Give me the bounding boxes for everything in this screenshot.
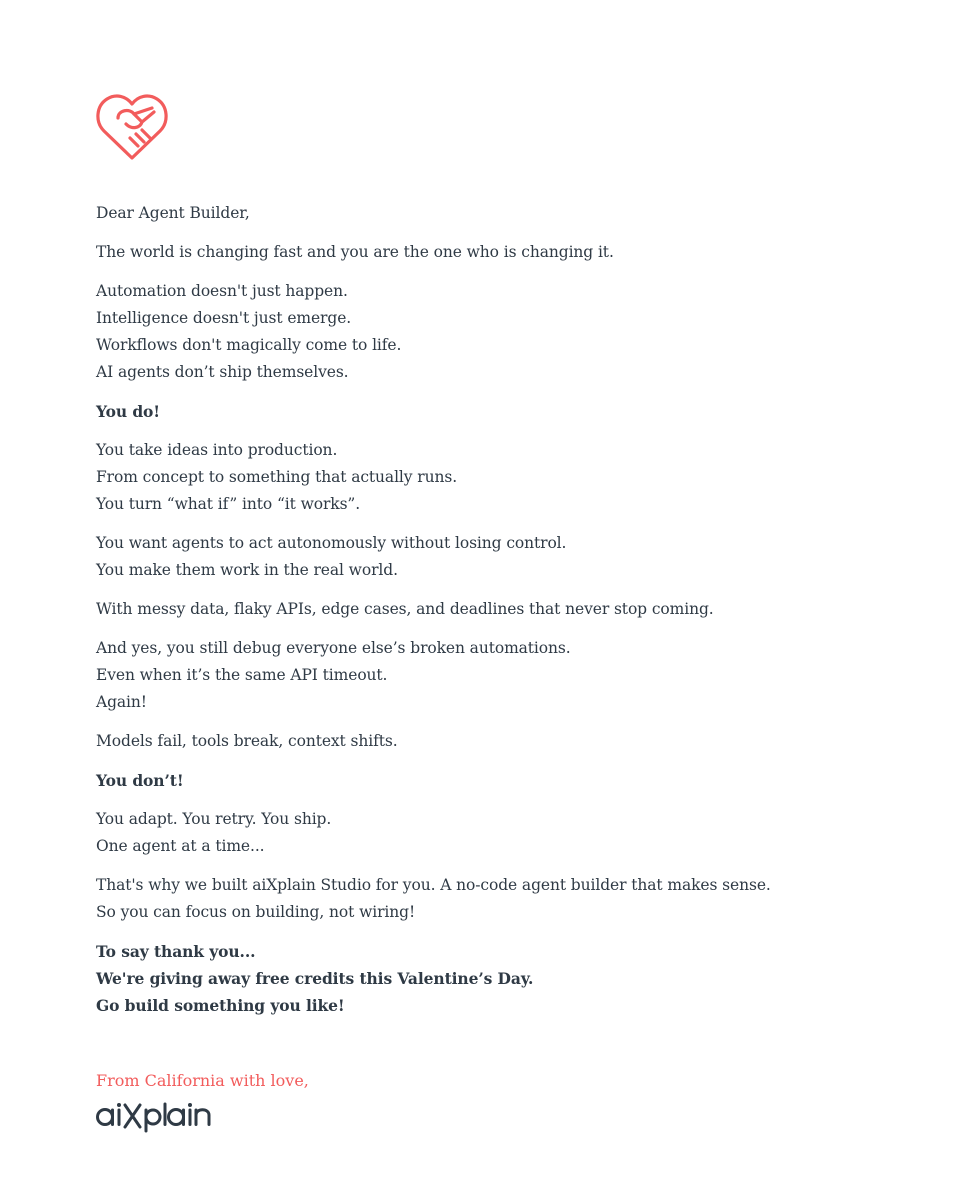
letter-line: Intelligence doesn't just emerge. [96, 309, 352, 327]
letter-paragraph [96, 239, 896, 266]
letter-paragraph [96, 437, 896, 518]
letter-paragraph [96, 635, 896, 716]
letter-line: One agent at a time... [96, 837, 265, 855]
letter-line: You adapt. You retry. You ship. [96, 810, 332, 828]
letter-paragraph [96, 278, 896, 386]
letter-line: Models fail, tools break, context shifts. [96, 732, 398, 750]
letter-line: With messy data, flaky APIs, edge cases, and deadlines that never stop coming. [96, 600, 714, 618]
letter-paragraph [96, 530, 896, 584]
signoff: From California with love, [96, 1071, 309, 1090]
letter-line: Again! [96, 693, 147, 711]
letter-line: You take ideas into production. [96, 441, 338, 459]
letter-line: That's why we built aiXplain Studio for you. A no-code agent builder that makes sense. [96, 876, 771, 894]
letter-line: We're giving away free credits this Valentine’s Day. [96, 969, 534, 988]
aixplain-logo [96, 1097, 216, 1137]
letter-line: Automation doesn't just happen. [96, 282, 348, 300]
letter-line: AI agents don’t ship themselves. [96, 363, 349, 381]
letter-line: To say thank you... [96, 942, 256, 961]
letter-paragraph [96, 767, 896, 794]
letter-line: You turn “what if” into “it works”. [96, 495, 361, 513]
salutation [96, 200, 896, 227]
salutation-line: Dear Agent Builder, [96, 204, 250, 222]
letter-line: The world is changing fast and you are the one who is changing it. [96, 243, 614, 261]
letter-paragraph [96, 938, 896, 1019]
letter-paragraph [96, 596, 896, 623]
letter-line: You don’t! [96, 771, 184, 790]
letter-paragraph [96, 398, 896, 425]
heart-handshake-icon [96, 94, 168, 162]
letter-line: You want agents to act autonomously without losing control. [96, 534, 567, 552]
letter-line: You make them work in the real world. [96, 561, 398, 579]
letter-line: Workflows don't magically come to life. [96, 336, 402, 354]
letter-paragraph [96, 872, 896, 926]
letter-body [96, 200, 896, 1031]
letter-line: Even when it’s the same API timeout. [96, 666, 388, 684]
letter-paragraph [96, 728, 896, 755]
letter-line: From concept to something that actually runs. [96, 468, 458, 486]
letter-line: Go build something you like! [96, 996, 345, 1015]
letter-paragraph [96, 806, 896, 860]
letter-line: You do! [96, 402, 161, 421]
letter-line: And yes, you still debug everyone else’s broken automations. [96, 639, 571, 657]
letter-line: So you can focus on building, not wiring! [96, 903, 416, 921]
